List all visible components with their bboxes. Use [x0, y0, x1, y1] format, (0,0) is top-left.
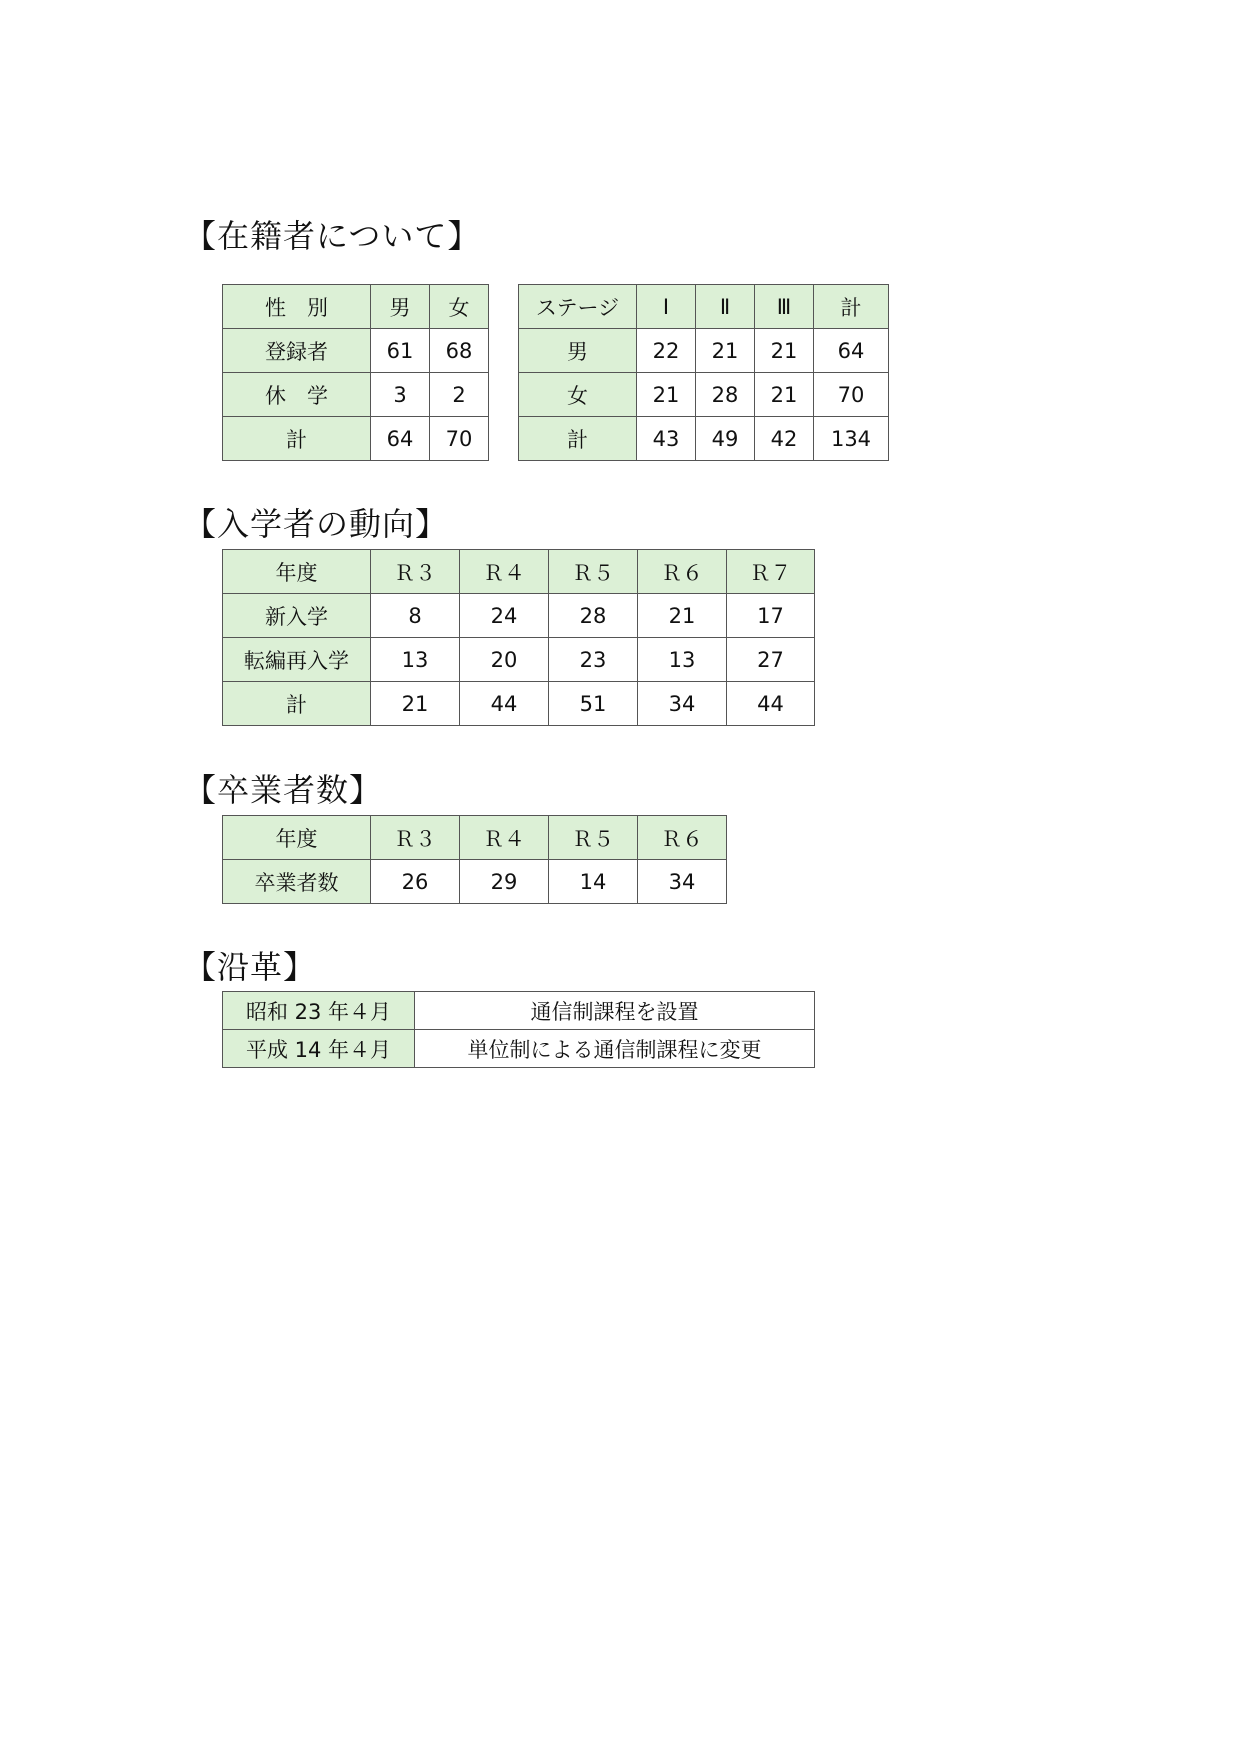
table-row — [519, 417, 889, 461]
table-cell: 28 — [696, 373, 755, 417]
row-label: 計 — [223, 417, 371, 461]
table-cell: 51 — [549, 682, 638, 726]
table-row — [223, 638, 815, 682]
header-cell: Ｒ５ — [549, 816, 638, 860]
table-cell: 43 — [637, 417, 696, 461]
header-cell: 女 — [430, 285, 489, 329]
table-cell: 20 — [460, 638, 549, 682]
table-cell: 21 — [637, 373, 696, 417]
history-table — [222, 991, 815, 1068]
table-row — [223, 1030, 815, 1068]
table-row — [519, 329, 889, 373]
table-header-row — [223, 285, 489, 329]
table-cell: 24 — [460, 594, 549, 638]
graduates-heading: 【卒業者数】 — [184, 771, 383, 809]
row-label: 女 — [519, 373, 637, 417]
table-row — [519, 373, 889, 417]
table-cell: 13 — [371, 638, 460, 682]
header-cell: 計 — [814, 285, 889, 329]
table-cell: 8 — [371, 594, 460, 638]
table-row — [223, 594, 815, 638]
table-row — [223, 992, 815, 1030]
stage-table — [518, 284, 889, 461]
enrolled-heading: 【在籍者について】 — [184, 217, 481, 255]
table-cell: 49 — [696, 417, 755, 461]
table-cell: 13 — [638, 638, 727, 682]
history-date: 平成 14 年４月 — [223, 1030, 415, 1068]
history-heading: 【沿革】 — [184, 948, 317, 986]
header-cell: Ⅰ — [637, 285, 696, 329]
header-cell: 男 — [371, 285, 430, 329]
row-label: 登録者 — [223, 329, 371, 373]
header-cell: 性 別 — [223, 285, 371, 329]
table-cell: 21 — [638, 594, 727, 638]
row-label: 卒業者数 — [223, 860, 371, 904]
table-row — [223, 329, 489, 373]
history-event: 単位制による通信制課程に変更 — [415, 1030, 815, 1068]
table-cell: 64 — [371, 417, 430, 461]
table-cell: 23 — [549, 638, 638, 682]
table-cell: 70 — [430, 417, 489, 461]
header-cell: Ⅲ — [755, 285, 814, 329]
table-cell: 27 — [727, 638, 815, 682]
table-cell: 26 — [371, 860, 460, 904]
table-cell: 28 — [549, 594, 638, 638]
header-cell: Ｒ３ — [371, 550, 460, 594]
table-cell: 21 — [371, 682, 460, 726]
table-header-row — [223, 816, 727, 860]
header-cell: 年度 — [223, 550, 371, 594]
header-cell: Ⅱ — [696, 285, 755, 329]
table-cell: 44 — [727, 682, 815, 726]
row-label: 新入学 — [223, 594, 371, 638]
table-cell: 64 — [814, 329, 889, 373]
gender-table — [222, 284, 489, 461]
history-date: 昭和 23 年４月 — [223, 992, 415, 1030]
header-cell: Ｒ３ — [371, 816, 460, 860]
table-row — [223, 682, 815, 726]
header-cell: Ｒ４ — [460, 550, 549, 594]
table-cell: 14 — [549, 860, 638, 904]
history-event: 通信制課程を設置 — [415, 992, 815, 1030]
table-header-row — [223, 550, 815, 594]
table-row — [223, 417, 489, 461]
table-cell: 29 — [460, 860, 549, 904]
header-cell: Ｒ７ — [727, 550, 815, 594]
table-cell: 70 — [814, 373, 889, 417]
table-cell: 3 — [371, 373, 430, 417]
table-cell: 21 — [755, 373, 814, 417]
header-cell: Ｒ５ — [549, 550, 638, 594]
row-label: 休 学 — [223, 373, 371, 417]
table-cell: 21 — [696, 329, 755, 373]
table-cell: 22 — [637, 329, 696, 373]
admissions-heading: 【入学者の動向】 — [184, 505, 449, 543]
row-label: 計 — [223, 682, 371, 726]
header-cell: ステージ — [519, 285, 637, 329]
row-label: 男 — [519, 329, 637, 373]
row-label: 計 — [519, 417, 637, 461]
graduates-table — [222, 815, 727, 904]
table-cell: 21 — [755, 329, 814, 373]
table-cell: 34 — [638, 682, 727, 726]
table-cell: 44 — [460, 682, 549, 726]
header-cell: Ｒ６ — [638, 816, 727, 860]
table-header-row — [519, 285, 889, 329]
table-cell: 61 — [371, 329, 430, 373]
table-row — [223, 373, 489, 417]
header-cell: Ｒ６ — [638, 550, 727, 594]
table-cell: 68 — [430, 329, 489, 373]
header-cell: Ｒ４ — [460, 816, 549, 860]
table-cell: 34 — [638, 860, 727, 904]
row-label: 転編再入学 — [223, 638, 371, 682]
header-cell: 年度 — [223, 816, 371, 860]
table-cell: 17 — [727, 594, 815, 638]
table-row — [223, 860, 727, 904]
table-cell: 2 — [430, 373, 489, 417]
table-cell: 42 — [755, 417, 814, 461]
admissions-table — [222, 549, 815, 726]
table-cell: 134 — [814, 417, 889, 461]
